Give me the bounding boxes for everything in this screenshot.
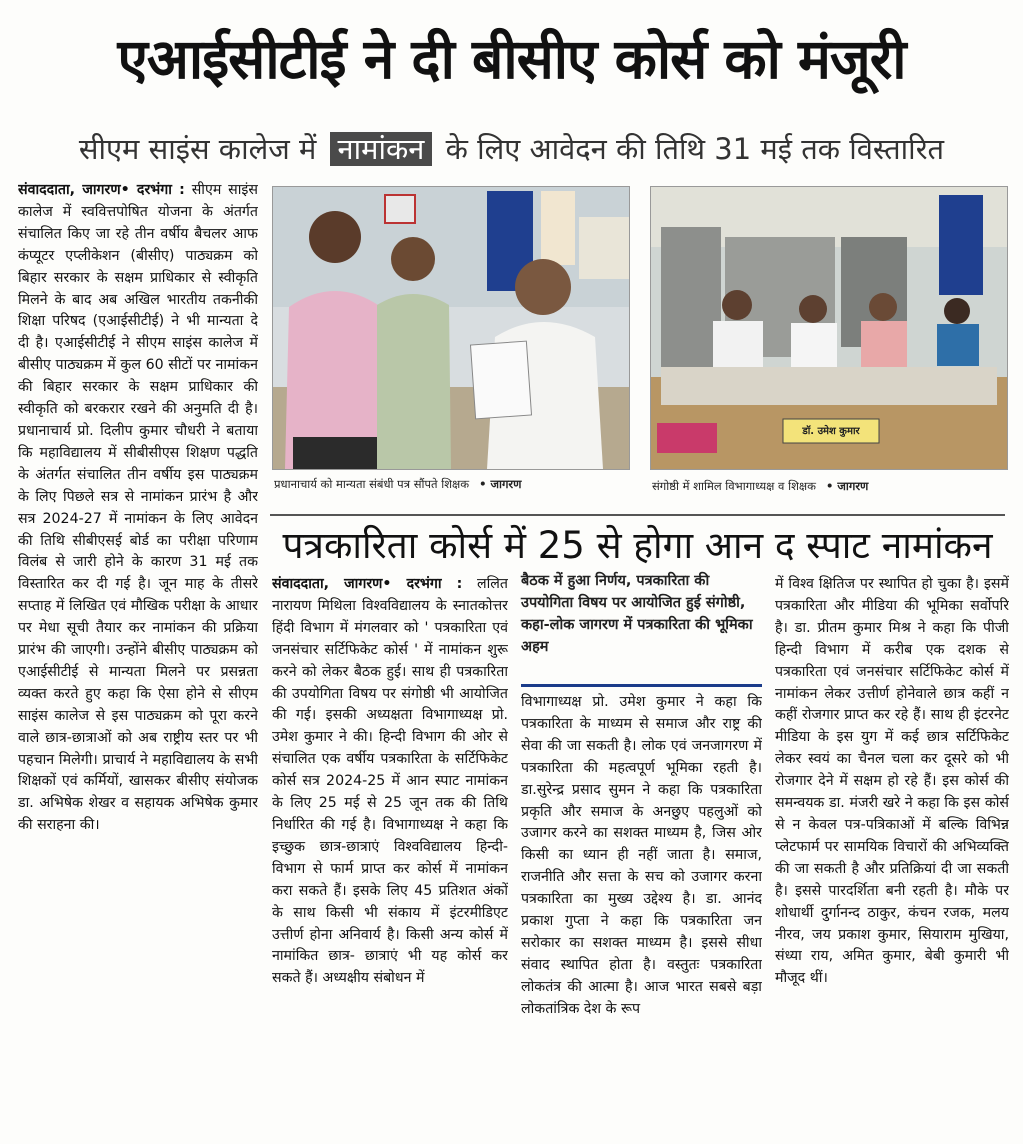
photo-principal-letter-image [273,187,629,469]
subheadline [14,126,1009,172]
photo1-caption-text: प्रधानाचार्य को मान्यता संबंधी पत्र सौंपते शिक्षक [274,477,470,491]
article2-headline: पत्रकारिता कोर्स में 25 से होगा आन द स्पाट नामांकन [270,514,1005,576]
photo2-caption-text: संगोष्ठी में शामिल विभागाध्यक्ष व शिक्षक [652,479,816,493]
subheadline-highlight: नामांकन [330,132,433,166]
article1-dateline: संवाददाता, जागरण• दरभंगा : [18,182,185,198]
photo1-caption-source: • जागरण [479,477,522,491]
photo2-caption-source: • जागरण [825,479,869,493]
pull-quote: बैठक में हुआ निर्णय, पत्रकारिता की उपयोगिता विषय पर आयोजित हुई संगोष्ठी, कहा-लोक जागरण में पत्रकारिता की भूमिका अहम [521,570,762,687]
article2-column-1 [272,574,508,1132]
photo-principal-letter [272,186,630,470]
subheadline-after: के लिए आवेदन की तिथि 31 मई तक विस्तारित [445,132,945,166]
desk-nameplate: डॉ. उमेश कुमार [802,426,860,437]
subheadline-before: सीएम साइंस कालेज में [78,132,317,166]
article2-column-3: में विश्व क्षितिज पर स्थापित हो चुका है। इसमें पत्रकारिता और मीडिया की भूमिका सर्वोपरि है। डा. प्रीतम कुमार मिश्र ने कहा कि पीजी हिन्दी विभाग में करीब एक दशक से पत्रकारिता एवं जनसंचार सर्टिफिकेट कोर्स में नामांकन लेकर उत्तीर्ण होनेवाले छात्र कहीं न कहीं रोजगार प्राप्त कर रहे हैं। साथ ही इंटरनेट मीडिया के इस युग में कई छात्र सर्टिफिकेट लेकर स्वयं का चैनल चला कर दूसरे को भी रोजगार देने में सक्षम हो रहे हैं। इस कोर्स की समन्वयक डा. मंजरी खरे ने कहा कि इस कोर्स से न केवल पत्र-पत्रिकाओं में बल्कि विभिन्न प्लेटफार्म पर सामयिक विचारों की अभिव्यक्ति की जा सकती है और प्रतिक्रियां दी जा सकती है। इससे पारदर्शिता बनी रहती है। मौके पर शोधार्थी दुर्गानन्द ठाकुर, कंचन रजक, मलय नीरव, जय प्रकाश कुमार, सियाराम मुखिया, संध्या राय, अमित कुमार, बेबी कुमारी भी मौजूद थीं। [775,576,1009,987]
photo2-caption [652,478,868,494]
article2-col1-text: ललित नारायण मिथिला विश्वविद्यालय के स्नातकोत्तर हिंदी विभाग में मंगलवार को ' पत्रकारिता एवं जनसंचार सर्टिफिकेट कोर्स ' में नामांकन शुरू करने को लेकर बैठक हुई। साथ ही पत्रकारिता की उपयोगिता विषय पर संगोष्ठी भी आयोजित की गई। इसकी अध्यक्षता विभागाध्यक्ष प्रो. उमेश कुमार ने की। हिन्दी विभाग की ओर से संचालित एक वर्षीय पत्रकारिता के सर्टिफिकेट कोर्स सत्र 2024-25 में आन स्पाट नामांकन के लिए 25 मई से 25 जून तक की तिथि निर्धारित की गई है। विभागाध्यक्ष ने कहा कि इच्छुक छात्र-छात्राएं विश्वविद्यालय हिन्दी-विभाग से फार्म प्राप्त कर कोर्स में नामांकन करा सकते हैं। इसके लिए 45 प्रतिशत अंकों के साथ किसी भी संकाय में इंटरमीडिएट उत्तीर्ण होना अनिवार्य है। किसी अन्य कोर्स में नामांकित छात्र- छात्राएं भी यह कोर्स कर सकते हैं। अध्यक्षीय संबोधन में [272,576,508,987]
article1-column [18,180,258,1130]
photo1-caption [274,476,521,492]
article2-dateline: संवाददाता, जागरण• दरभंगा : [272,576,463,592]
photo-seminar [650,186,1008,470]
article1-body: सीएम साइंस कालेज में स्ववित्तपोषित योजना के अंतर्गत संचालित किए जा रहे तीन वर्षीय बैचलर आफ कंप्यूटर एप्लीकेशन (बीसीए) पाठ्यक्रम को बिहार सरकार के सक्षम प्राधिकार से स्वीकृति मिलने के बाद अब अखिल भारतीय तकनीकी शिक्षा परिषद (एआईसीटीई) ने भी मान्यता दे दी है। एआईसीटीई ने सीएम साइंस कालेज में बीसीए पाठ्यक्रम में कुल 60 सीटों पर नामांकन की बिहार सरकार के सक्षम प्राधिकार की स्वीकृति को बरकरार रखने की अनुमति दी है। प्रधानाचार्य प्रो. दिलीप कुमार चौधरी ने बताया कि महाविद्यालय में सीबीसीएस शिक्षण पद्धति के अंतर्गत संचालित तीन वर्षीय इस पाठ्यक्रम के लिए पिछले सत्र से नामांकन प्रारंभ है और सत्र 2024-27 में नामांकन के लिए आवेदन की तिथि सीबीएसई बोर्ड का परीक्षा परिणाम विलंब से जारी होने के कारण 31 मई तक विस्तारित कर दी गई है। जून माह के तीसरे सप्ताह में लिखित एवं मौखिक परीक्षा के आधार पर मेधा सूची तैयार कर नामांकन की प्रक्रिया प्रारंभ की जाएगी। उन्होंने बीसीए पाठ्यक्रम को एआईसीटीई से मान्यता मिलने पर प्रसन्नता व्यक्त करते हुए कहा कि ऐसा होने से सीएम साइंस कालेज से इस पाठ्यक्रम को पूरा करने वाले छात्र-छात्राओं को अब राष्ट्रीय स्तर पर भी पहचान मिलेगी। प्राचार्य ने महाविद्यालय के सभी शिक्षकों एवं कर्मियों, खासकर बीसीए संयोजक डा. अभिषेक शेखर व सहायक अभिषेक कुमार की सराहना की। [18,182,258,834]
main-headline: एआईसीटीई ने दी बीसीए कोर्स को मंजूरी [117,27,906,91]
article2-column-2: विभागाध्यक्ष प्रो. उमेश कुमार ने कहा कि पत्रकारिता के माध्यम से समाज और राष्ट्र की सेवा की जा सकती है। लोक एवं जनजागरण में पत्रकारिता की महत्वपूर्ण भूमिका रहती है। डा.सुरेन्द्र प्रसाद सुमन ने कहा कि पत्रकारिता प्रकृति और समाज के अनछुए पहलुओं को उजागर करने का सशक्त माध्यम है, जिस ओर किसी का ध्यान ही नहीं जाता है। समाज, राजनीति और सत्ता के सच को उजागर करना पत्रकारिता का मुख्य उद्देश्य है। डा. आनंद प्रकाश गुप्ता ने कहा कि पत्रकारिता जन सरोकार का सशक्त माध्यम है। इससे सीधा संवाद स्थापित होता है। वस्तुतः पत्रकारिता लोकतंत्र की आत्मा है। आज भारत सबसे बड़ा लोकतांत्रिक देश के रूप [521,694,762,1017]
